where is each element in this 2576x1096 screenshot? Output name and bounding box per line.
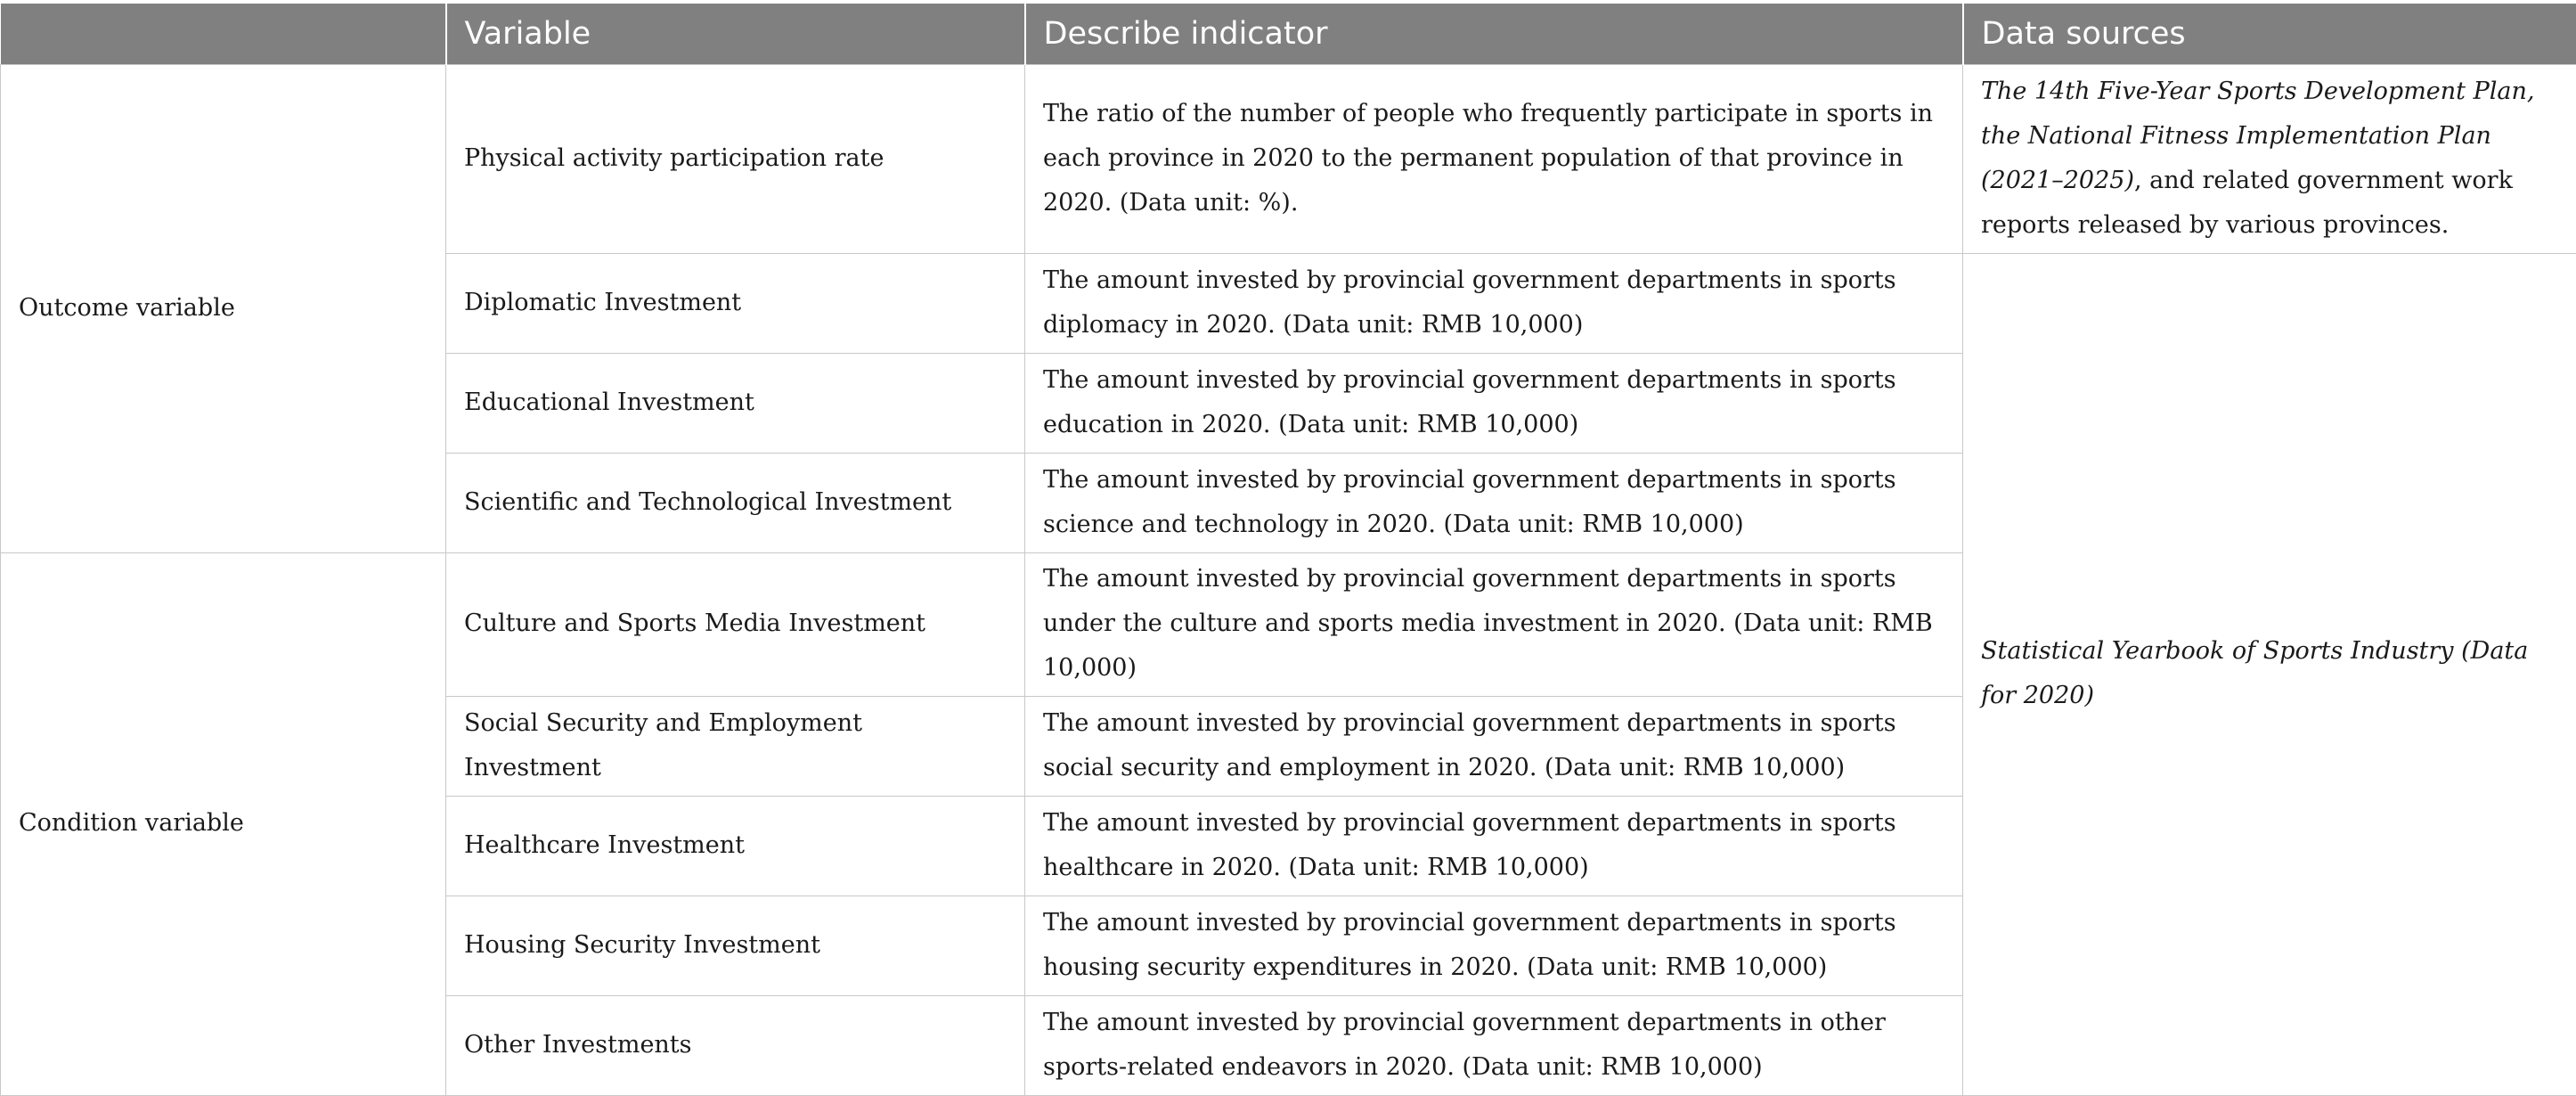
indicator-cell: The ratio of the number of people who frequently participate in sports in each province in 2020 to the permanent population of that province in 2020. (Data unit: %).	[1025, 65, 1963, 254]
indicator-cell: The amount invested by provincial government departments in sports science and technology in 2020. (Data unit: RMB 10,000)	[1025, 454, 1963, 553]
source-cell-first	[1963, 65, 2576, 254]
header-group	[1, 4, 446, 65]
source-title-rest: , and related government work reports released by various provinces.	[1981, 167, 2513, 239]
indicator-cell: The amount invested by provincial government departments in sports under the culture and sports media investment in 2020. (Data unit: RMB 10,000)	[1025, 553, 1963, 697]
indicator-cell: The amount invested by provincial government departments in sports education in 2020. (Data unit: RMB 10,000)	[1025, 354, 1963, 454]
header-indicator: Describe indicator	[1025, 4, 1963, 65]
header-sources: Data sources	[1963, 4, 2576, 65]
variable-cell: Healthcare Investment	[446, 797, 1025, 896]
variable-cell: Other Investments	[446, 996, 1025, 1096]
group-condition: Condition variable	[1, 553, 446, 1096]
indicator-cell: The amount invested by provincial government departments in sports social security and employment in 2020. (Data unit: RMB 10,000)	[1025, 697, 1963, 797]
table-row	[1, 65, 2576, 254]
header-row	[1, 4, 2576, 65]
variable-cell: Culture and Sports Media Investment	[446, 553, 1025, 697]
group-outcome: Outcome variable	[1, 65, 446, 553]
indicator-cell: The amount invested by provincial government departments in sports healthcare in 2020. (Data unit: RMB 10,000)	[1025, 797, 1963, 896]
source-cell-second	[1963, 254, 2576, 1096]
header-variable: Variable	[446, 4, 1025, 65]
indicator-cell: The amount invested by provincial government departments in other sports-related endeavors in 2020. (Data unit: RMB 10,000)	[1025, 996, 1963, 1096]
indicator-cell: The amount invested by provincial government departments in sports diplomacy in 2020. (Data unit: RMB 10,000)	[1025, 254, 1963, 354]
variable-cell: Scientific and Technological Investment	[446, 454, 1025, 553]
source-title-italic: The 14th Five-Year Sports Development Plan, the National Fitness Implementation Plan (2021–2025)	[1981, 78, 2534, 194]
variable-cell: Physical activity participation rate	[446, 65, 1025, 254]
variables-table	[0, 4, 2576, 1096]
variable-cell: Diplomatic Investment	[446, 254, 1025, 354]
variable-cell: Social Security and Employment Investment	[446, 697, 1025, 797]
variable-cell: Educational Investment	[446, 354, 1025, 454]
indicator-cell: The amount invested by provincial government departments in sports housing security expenditures in 2020. (Data unit: RMB 10,000)	[1025, 896, 1963, 996]
source-yearbook: Statistical Yearbook of Sports Industry (Data for 2020)	[1981, 637, 2528, 709]
variable-cell: Housing Security Investment	[446, 896, 1025, 996]
